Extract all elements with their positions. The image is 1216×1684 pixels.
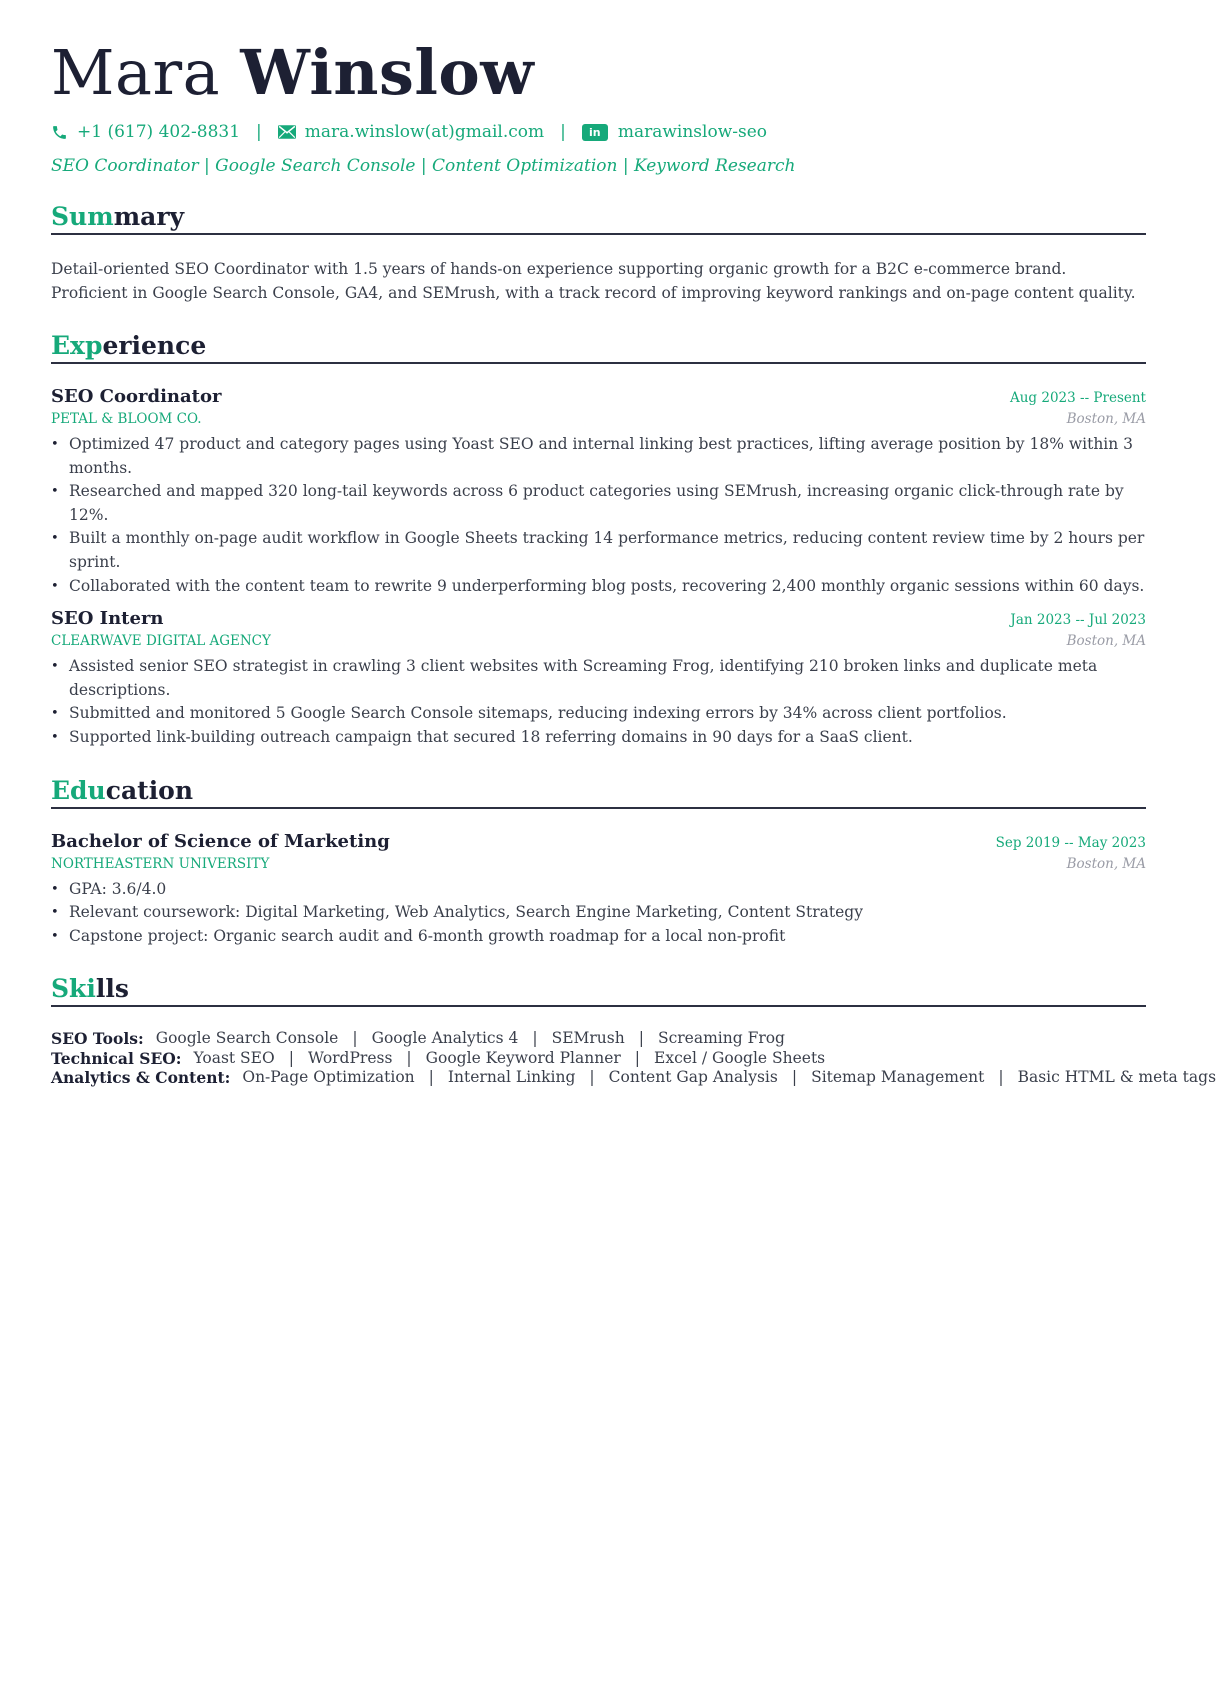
skill-item: WordPress bbox=[307, 1048, 393, 1067]
email-text: mara.winslow(at)gmail.com bbox=[304, 122, 545, 142]
bullet-item: • Supported link-building outreach campaign that secured 18 referring domains in 90 days for a SaaS client. bbox=[51, 726, 1146, 750]
skill-row bbox=[51, 1068, 1216, 1088]
skills-list bbox=[51, 1029, 1216, 1088]
skill-separator: | bbox=[406, 1048, 412, 1067]
experience-entry bbox=[51, 386, 1146, 598]
first-name: Mara bbox=[51, 36, 221, 109]
skill-separator: | bbox=[288, 1048, 294, 1067]
heading-rest: mary bbox=[113, 202, 185, 231]
summary-section bbox=[51, 202, 1146, 305]
resume-page bbox=[51, 36, 1216, 1088]
job-title: SEO Intern bbox=[51, 608, 164, 630]
bullet-list bbox=[51, 433, 1146, 598]
skill-item: Basic HTML & meta tags bbox=[1017, 1068, 1216, 1087]
heading-rest: cation bbox=[105, 775, 194, 805]
skill-item: Google Search Console bbox=[155, 1029, 339, 1048]
section-heading-experience bbox=[51, 331, 1146, 364]
experience-entry bbox=[51, 608, 1146, 749]
bullet-item: • Built a monthly on-page audit workflow in Google Sheets tracking 14 performance metrics, reducing content review time by 2 hours per sprint. bbox=[51, 527, 1146, 574]
skill-category: Technical SEO: bbox=[51, 1048, 182, 1068]
bullet-item: • Submitted and monitored 5 Google Search Console sitemaps, reducing indexing errors by 34% across client portfolios. bbox=[51, 702, 1146, 726]
skill-item: Google Analytics 4 bbox=[371, 1029, 519, 1048]
heading-rest: erience bbox=[102, 331, 207, 360]
education-dates: Sep 2019 -- May 2023 bbox=[995, 834, 1146, 851]
degree-title: Bachelor of Science of Marketing bbox=[51, 830, 390, 852]
bullet-item: • GPA: 3.6/4.0 bbox=[51, 878, 1146, 902]
candidate-name bbox=[51, 36, 1146, 109]
education-section bbox=[51, 776, 1146, 949]
education-entry bbox=[51, 831, 1146, 949]
job-location: Boston, MA bbox=[1066, 633, 1146, 650]
bullet-list bbox=[51, 878, 1146, 949]
skill-separator: | bbox=[634, 1048, 641, 1067]
last-name: Winslow bbox=[240, 36, 535, 109]
linkedin-icon: in bbox=[582, 124, 608, 141]
skill-row bbox=[51, 1049, 1146, 1069]
heading-accent: Sum bbox=[51, 202, 114, 231]
bullet-item: • Collaborated with the content team to rewrite 9 underperforming blog posts, recovering 2,400 monthly organic sessions within 60 days. bbox=[51, 575, 1146, 599]
mail-icon bbox=[278, 125, 296, 139]
bullet-item: • Assisted senior SEO strategist in crawling 3 client websites with Screaming Frog, identifying 210 broken links and duplicate meta descriptions. bbox=[51, 655, 1146, 702]
bullet-item: • Relevant coursework: Digital Marketing, Web Analytics, Search Engine Marketing, Content Strategy bbox=[51, 901, 1146, 925]
bullet-item: • Capstone project: Organic search audit and 6-month growth roadmap for a local non-profit bbox=[51, 925, 1146, 949]
contact-separator: | bbox=[256, 122, 262, 142]
heading-accent: Edu bbox=[51, 775, 106, 805]
skill-row bbox=[51, 1029, 1146, 1049]
company-name: PETAL & BLOOM CO. bbox=[51, 411, 202, 427]
skill-item: Sitemap Management bbox=[811, 1068, 985, 1087]
linkedin-text: marawinslow-seo bbox=[617, 122, 768, 142]
skill-separator: | bbox=[638, 1029, 644, 1048]
phone-text: +1 (617) 402-8831 bbox=[77, 122, 241, 142]
school-name: NORTHEASTERN UNIVERSITY bbox=[51, 855, 270, 872]
skill-item: Content Gap Analysis bbox=[608, 1068, 778, 1087]
section-heading-education bbox=[51, 776, 1146, 809]
bullet-list bbox=[51, 655, 1146, 749]
linkedin-contact[interactable] bbox=[582, 122, 767, 142]
skill-item: Screaming Frog bbox=[657, 1029, 785, 1048]
skill-separator: | bbox=[532, 1029, 538, 1048]
phone-icon bbox=[51, 124, 68, 141]
skill-item: On-Page Optimization bbox=[242, 1068, 415, 1087]
bullet-item: • Optimized 47 product and category pages using Yoast SEO and internal linking best practices, lifting average position by 18% within 3 months. bbox=[51, 433, 1146, 480]
skill-item: Excel / Google Sheets bbox=[654, 1048, 826, 1067]
phone-contact[interactable] bbox=[51, 122, 240, 142]
skills-section bbox=[51, 974, 1216, 1088]
heading-rest: lls bbox=[95, 974, 129, 1004]
contact-line bbox=[51, 122, 1146, 142]
heading-accent: Ski bbox=[51, 974, 96, 1004]
email-contact[interactable] bbox=[278, 122, 544, 142]
skill-separator: | bbox=[428, 1068, 434, 1087]
skill-item: Internal Linking bbox=[447, 1068, 576, 1087]
heading-accent: Exp bbox=[51, 331, 103, 360]
skill-category: SEO Tools: bbox=[51, 1029, 144, 1049]
job-title: SEO Coordinator bbox=[51, 386, 222, 407]
skill-item: Yoast SEO bbox=[193, 1048, 275, 1067]
contact-separator: | bbox=[560, 122, 566, 142]
section-heading-skills bbox=[51, 974, 1146, 1007]
summary-text: Detail-oriented SEO Coordinator with 1.5 years of hands-on experience supporting organic growth for a B2C e-commerce brand. Proficient in Google Search Console, GA4, and SEMrush, with a track record of improving keyword rankings and on-page content quality. bbox=[51, 260, 1136, 302]
skill-category: Analytics & Content: bbox=[51, 1068, 231, 1088]
skill-separator: | bbox=[352, 1029, 358, 1048]
job-dates: Aug 2023 -- Present bbox=[1009, 390, 1146, 406]
headline-tagline: SEO Coordinator | Google Search Console | Content Optimization | Keyword Research bbox=[51, 156, 796, 176]
skill-item: Google Keyword Planner bbox=[425, 1048, 621, 1067]
job-dates: Jan 2023 -- Jul 2023 bbox=[1010, 612, 1146, 629]
job-location: Boston, MA bbox=[1066, 411, 1146, 427]
section-heading-summary bbox=[51, 202, 1146, 235]
bullet-item: • Researched and mapped 320 long-tail keywords across 6 product categories using SEMrush, increasing organic click-through rate by 12%. bbox=[51, 480, 1146, 527]
skill-separator: | bbox=[998, 1068, 1004, 1087]
experience-section bbox=[51, 331, 1146, 750]
skill-item: SEMrush bbox=[551, 1029, 625, 1048]
skill-separator: | bbox=[791, 1068, 798, 1087]
skill-separator: | bbox=[589, 1068, 595, 1087]
company-name: CLEARWAVE DIGITAL AGENCY bbox=[51, 633, 271, 650]
school-location: Boston, MA bbox=[1066, 855, 1146, 872]
